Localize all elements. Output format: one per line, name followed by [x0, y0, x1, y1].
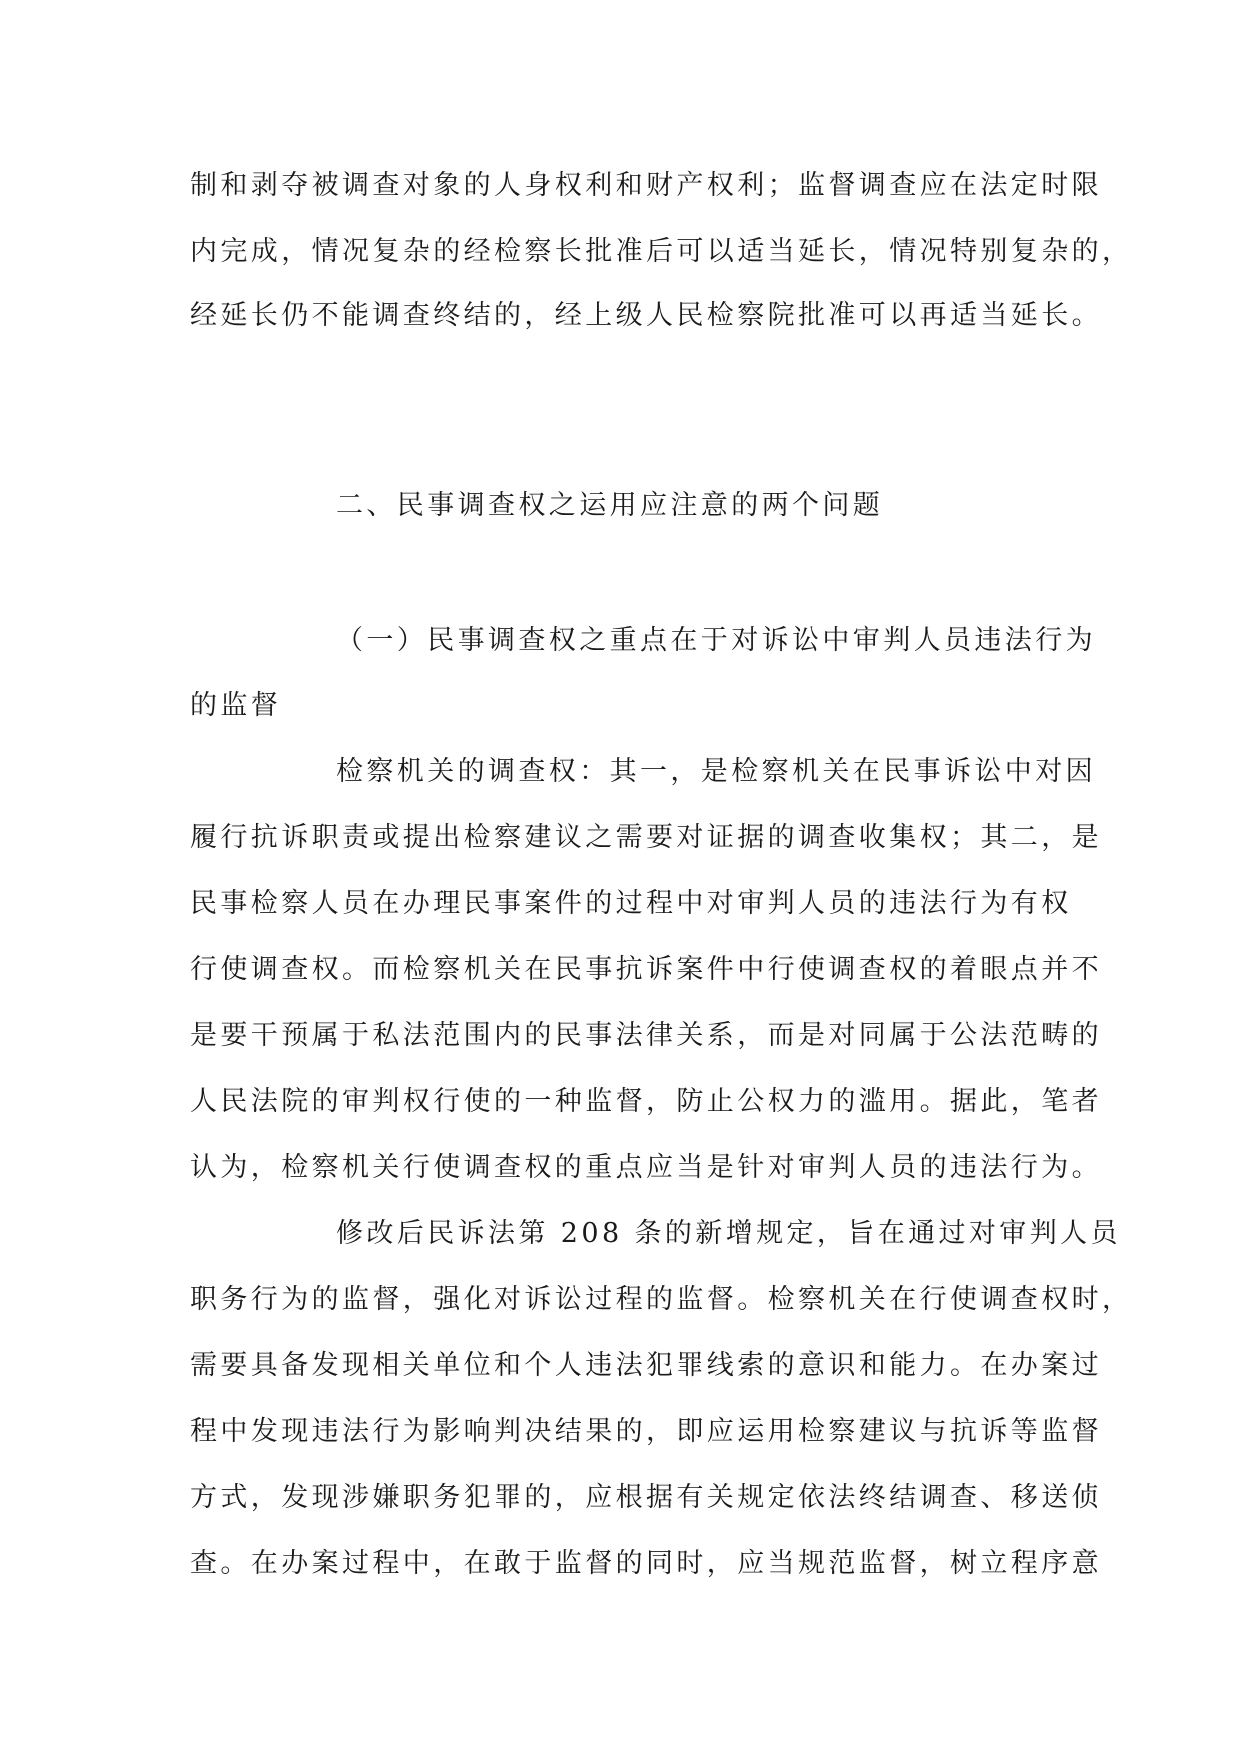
paragraph-line: 履行抗诉职责或提出检察建议之需要对证据的调查收集权；其二，是	[190, 822, 1102, 853]
paragraph-line: 内完成，情况复杂的经检察长批准后可以适当延长，情况特别复杂的，	[190, 236, 1133, 267]
subheading-line: 的监督	[190, 690, 282, 721]
section-heading: 二、民事调查权之运用应注意的两个问题	[336, 490, 884, 521]
paragraph-line: 检察机关的调查权：其一，是检察机关在民事诉讼中对因	[336, 756, 1096, 787]
paragraph-line: 经延长仍不能调查终结的，经上级人民检察院批准可以再适当延长。	[190, 300, 1102, 331]
subheading-line: （一）民事调查权之重点在于对诉讼中审判人员违法行为	[336, 625, 1096, 656]
paragraph-line: 查。在办案过程中，在敢于监督的同时，应当规范监督，树立程序意	[190, 1548, 1102, 1579]
paragraph-line: 需要具备发现相关单位和个人违法犯罪线索的意识和能力。在办案过	[190, 1350, 1102, 1381]
paragraph-line: 认为，检察机关行使调查权的重点应当是针对审判人员的违法行为。	[190, 1152, 1102, 1183]
paragraph-line: 程中发现违法行为影响判决结果的，即应运用检察建议与抗诉等监督	[190, 1416, 1102, 1447]
paragraph-line: 方式，发现涉嫌职务犯罪的，应根据有关规定依法终结调查、移送侦	[190, 1482, 1102, 1513]
paragraph-line: 是要干预属于私法范围内的民事法律关系，而是对同属于公法范畴的	[190, 1020, 1102, 1051]
paragraph-line: 行使调查权。而检察机关在民事抗诉案件中行使调查权的着眼点并不	[190, 954, 1102, 985]
paragraph-line: 修改后民诉法第 208 条的新增规定，旨在通过对审判人员	[336, 1218, 1121, 1249]
paragraph-line: 民事检察人员在办理民事案件的过程中对审判人员的违法行为有权	[190, 888, 1072, 919]
paragraph-line: 人民法院的审判权行使的一种监督，防止公权力的滥用。据此，笔者	[190, 1086, 1102, 1117]
paragraph-line: 制和剥夺被调查对象的人身权利和财产权利；监督调查应在法定时限	[190, 170, 1102, 201]
paragraph-line: 职务行为的监督，强化对诉讼过程的监督。检察机关在行使调查权时，	[190, 1284, 1133, 1315]
